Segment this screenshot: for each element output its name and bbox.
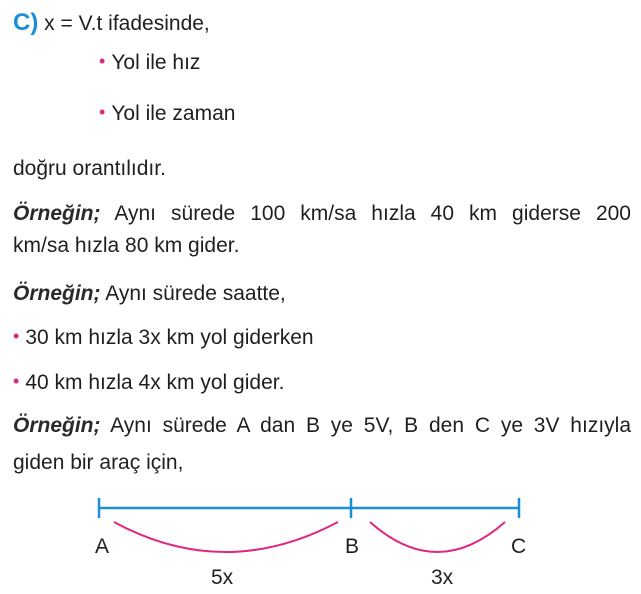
arc-ab — [114, 522, 338, 552]
section-c-conclusion: doğru orantılıdır. — [13, 157, 166, 180]
bullet-icon: • — [13, 326, 20, 346]
bullet-icon: • — [13, 371, 20, 391]
example1-text: Aynı sürede 100 km/sa hızla 40 km giderse 200 — [114, 202, 631, 225]
point-label-a: A — [95, 535, 110, 558]
bullet-icon: • — [99, 102, 106, 122]
section-c-label: C) — [13, 9, 39, 36]
arc-bc — [370, 522, 505, 552]
segment-label-ab: 5x — [211, 566, 234, 589]
example-lead: Örneğin; — [13, 282, 101, 305]
list-item-text: 40 km hızla 4x km yol gider. — [25, 371, 285, 394]
example1-line2: km/sa hızla 80 km gider. — [13, 234, 240, 257]
point-label-c: C — [511, 535, 527, 558]
list-item-text: 30 km hızla 3x km yol giderken — [25, 326, 314, 349]
list-item-text: Yol ile hız — [111, 51, 201, 74]
example-lead: Örneğin; — [13, 202, 101, 225]
bullet-icon: • — [99, 51, 106, 71]
example3-line2: giden bir araç için, — [13, 451, 184, 474]
point-label-b: B — [345, 535, 360, 558]
example3-text: Aynı sürede A dan B ye 5V, B den C ye 3V hızıyla — [110, 414, 631, 437]
list-item-text: Yol ile zaman — [111, 102, 236, 125]
section-c-formula: x = V.t ifadesinde, — [44, 12, 210, 35]
example2-text: Aynı sürede saatte, — [105, 282, 286, 305]
segment-label-bc: 3x — [431, 566, 454, 589]
example-lead: Örneğin; — [13, 414, 101, 437]
